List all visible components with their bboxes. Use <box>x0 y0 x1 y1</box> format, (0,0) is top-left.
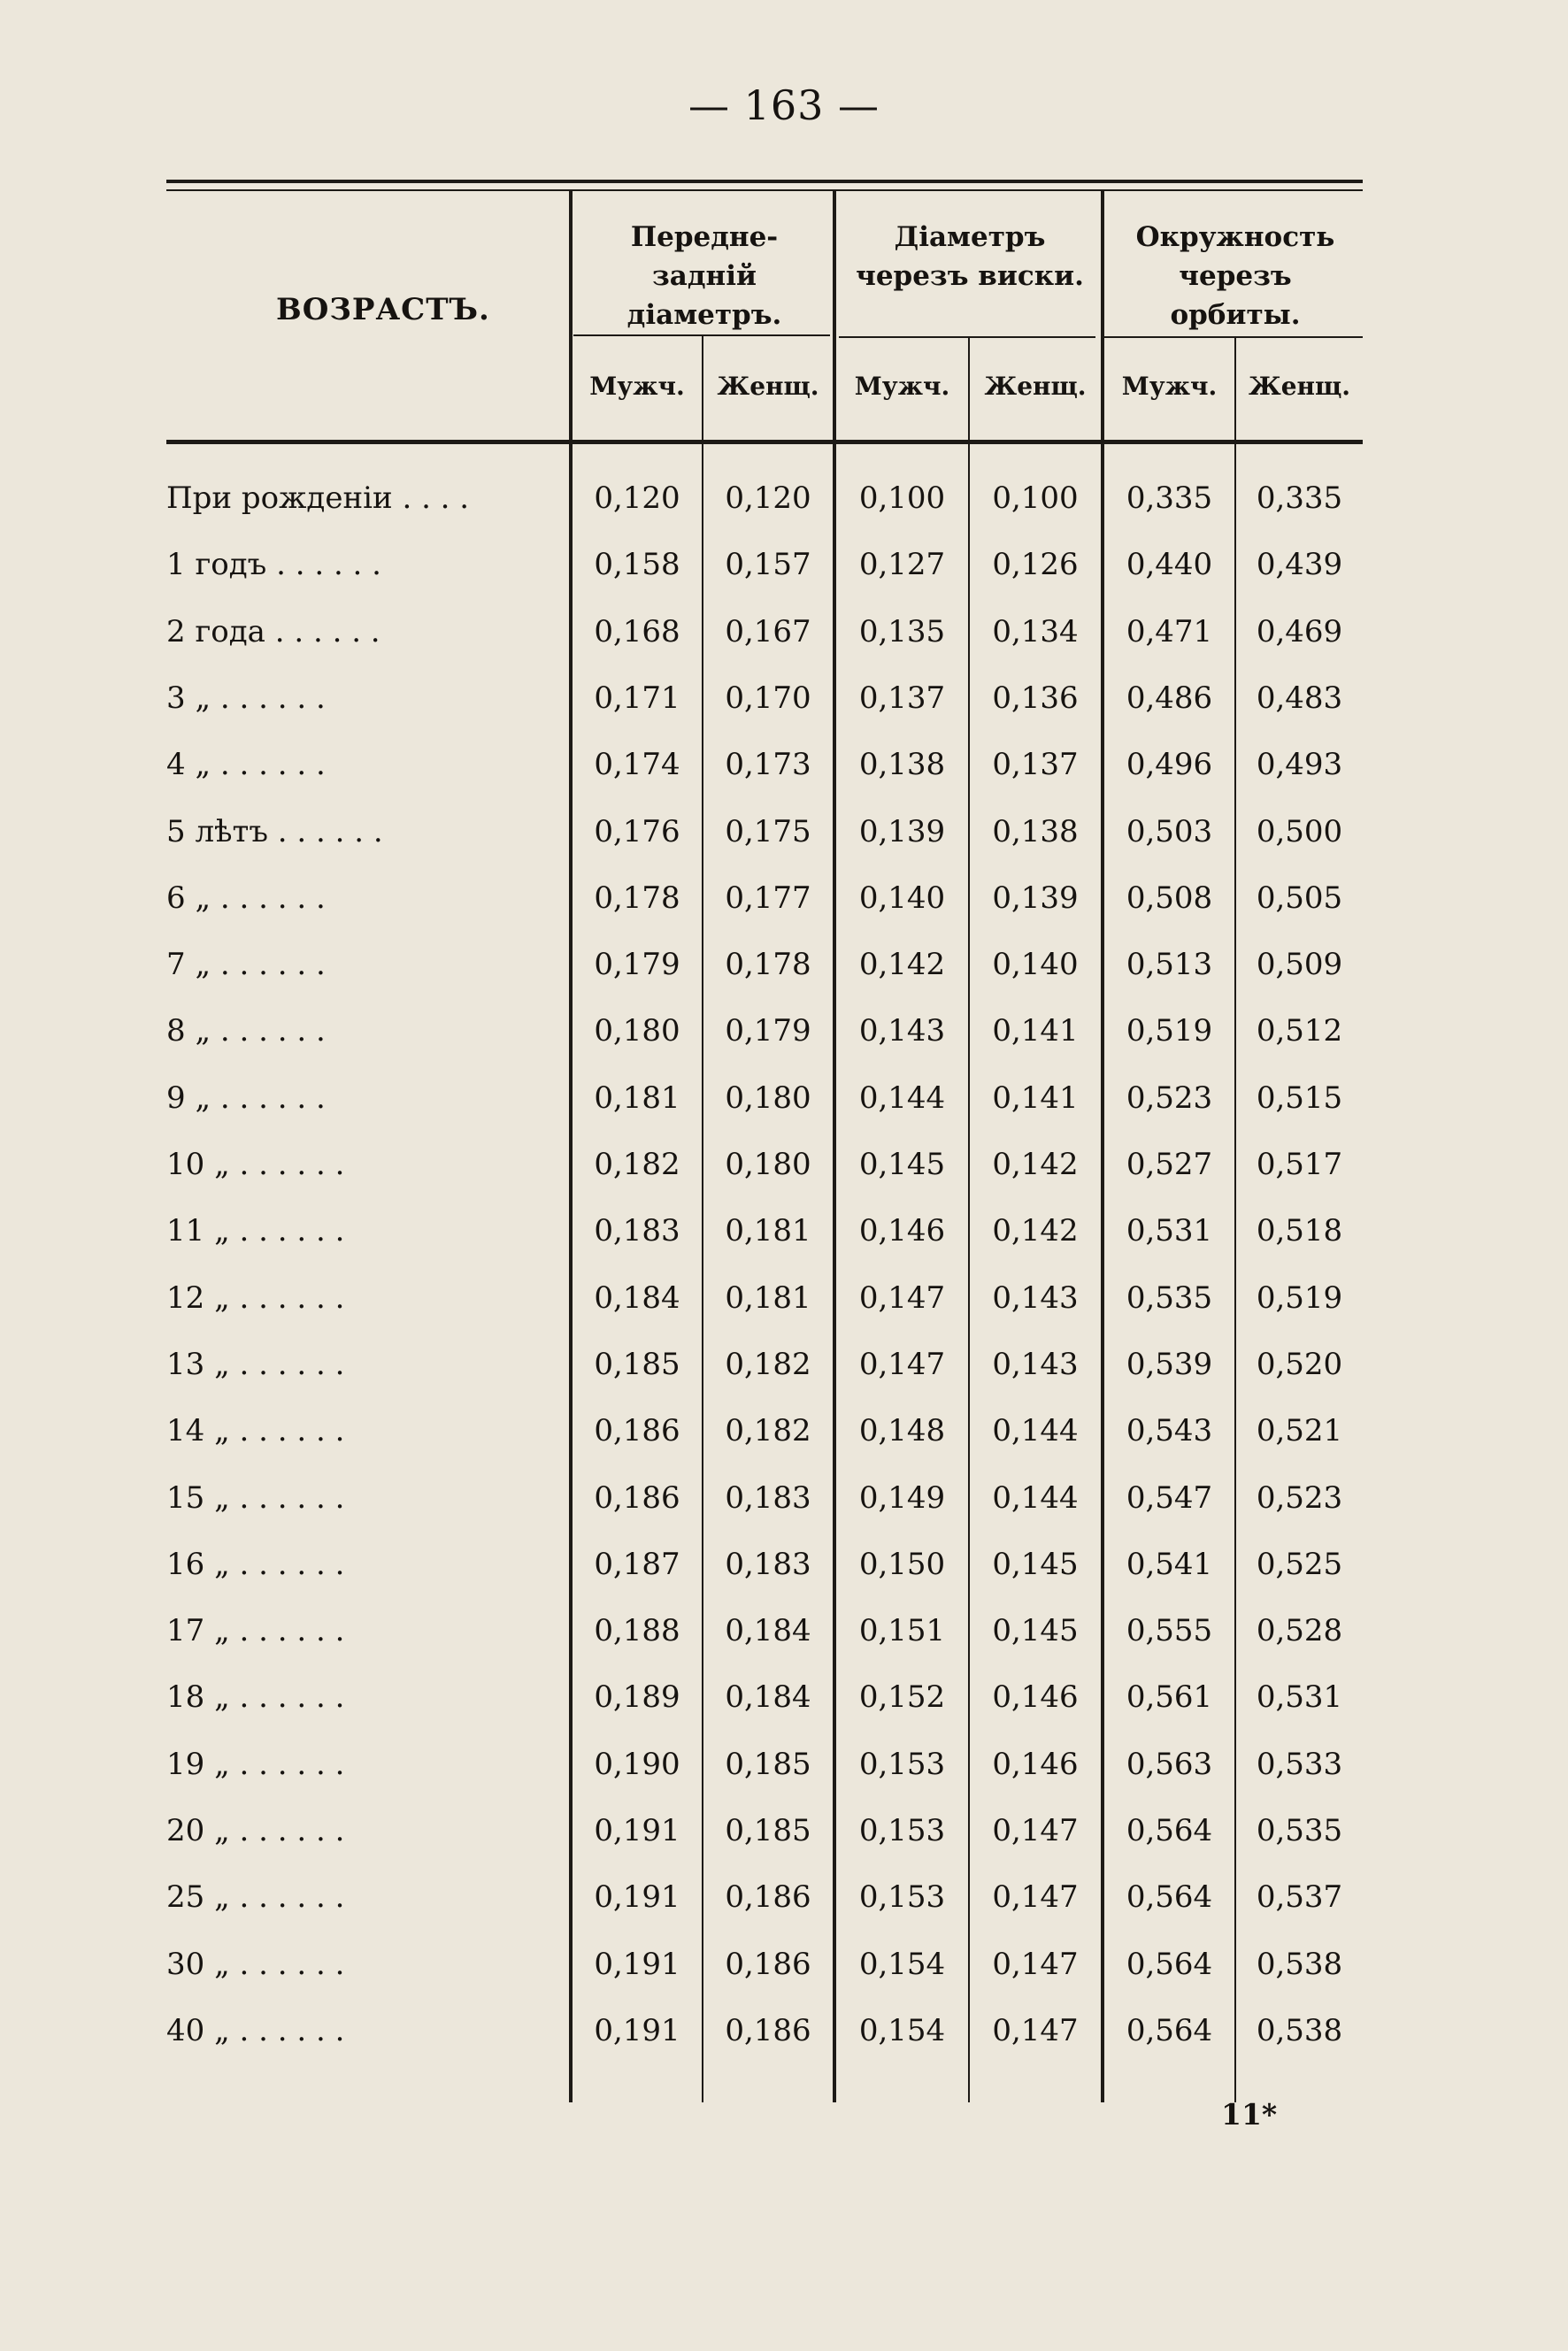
value-cell: 0,563 <box>1126 1747 1213 1782</box>
age-cell: 10 „ . . . . . . <box>166 1147 345 1182</box>
age-cell: 5 лѣтъ . . . . . . <box>166 814 383 849</box>
value-cell: 0,182 <box>725 1413 811 1448</box>
value-cell: 0,509 <box>1256 947 1343 982</box>
value-cell: 0,500 <box>1256 814 1343 849</box>
value-cell: 0,146 <box>992 1747 1079 1782</box>
value-cell: 0,142 <box>858 947 946 982</box>
age-cell: 15 „ . . . . . . <box>166 1480 345 1516</box>
value-cell: 0,186 <box>725 2013 811 2048</box>
value-cell: 0,185 <box>594 1347 680 1382</box>
age-cell: 25 „ . . . . . . <box>166 1879 345 1915</box>
value-cell: 0,174 <box>594 747 680 782</box>
value-cell: 0,135 <box>858 614 946 649</box>
value-cell: 0,528 <box>1256 1613 1343 1648</box>
age-cell: 7 „ . . . . . . <box>166 947 326 982</box>
table-row <box>0 1338 1568 1391</box>
group-header-temporal-diameter: Дiаметръ черезъ виски. <box>856 221 1084 292</box>
value-cell: 0,185 <box>725 1813 811 1848</box>
value-cell: 0,168 <box>594 614 680 649</box>
age-cell: 40 „ . . . . . . <box>166 2013 345 2048</box>
table-row <box>0 872 1568 925</box>
value-cell: 0,185 <box>725 1747 811 1782</box>
value-cell: 0,177 <box>725 880 811 916</box>
value-cell: 0,138 <box>858 747 946 782</box>
value-cell: 0,144 <box>858 1080 946 1116</box>
value-cell: 0,512 <box>1256 1013 1343 1049</box>
value-cell: 0,564 <box>1126 1947 1213 1982</box>
value-cell: 0,496 <box>1126 747 1213 782</box>
value-cell: 0,167 <box>725 614 811 649</box>
age-cell: 20 „ . . . . . . <box>166 1813 345 1848</box>
value-cell: 0,182 <box>594 1147 680 1182</box>
value-cell: 0,189 <box>594 1679 680 1715</box>
value-cell: 0,140 <box>992 947 1079 982</box>
value-cell: 0,140 <box>858 880 946 916</box>
value-cell: 0,537 <box>1256 1879 1343 1915</box>
value-cell: 0,147 <box>992 1813 1079 1848</box>
value-cell: 0,142 <box>992 1147 1079 1182</box>
value-cell: 0,471 <box>1126 614 1213 649</box>
value-cell: 0,520 <box>1256 1347 1343 1382</box>
subheader-male: Мужч. <box>1121 372 1218 401</box>
age-cell: 30 „ . . . . . . <box>166 1947 345 1982</box>
value-cell: 0,154 <box>858 1947 946 1982</box>
table-row <box>0 1938 1568 1991</box>
table-row <box>0 1004 1568 1057</box>
value-cell: 0,183 <box>725 1547 811 1582</box>
value-cell: 0,137 <box>858 680 946 716</box>
value-cell: 0,178 <box>594 880 680 916</box>
value-cell: 0,187 <box>594 1547 680 1582</box>
table-row <box>0 605 1568 658</box>
value-cell: 0,157 <box>725 547 811 582</box>
value-cell: 0,186 <box>725 1879 811 1915</box>
value-cell: 0,148 <box>858 1413 946 1448</box>
value-cell: 0,141 <box>992 1080 1079 1116</box>
value-cell: 0,170 <box>725 680 811 716</box>
value-cell: 0,147 <box>992 1947 1079 1982</box>
value-cell: 0,150 <box>858 1547 946 1582</box>
value-cell: 0,143 <box>992 1347 1079 1382</box>
value-cell: 0,176 <box>594 814 680 849</box>
top-rule-thin <box>166 189 1363 191</box>
age-cell: При рожденiи . . . . <box>166 480 470 516</box>
age-cell: 12 „ . . . . . . <box>166 1280 345 1316</box>
value-cell: 0,184 <box>725 1679 811 1715</box>
value-cell: 0,153 <box>858 1747 946 1782</box>
value-cell: 0,158 <box>594 547 680 582</box>
value-cell: 0,179 <box>594 947 680 982</box>
age-column-header: ВОЗРАСТЪ. <box>276 292 490 327</box>
value-cell: 0,541 <box>1126 1547 1213 1582</box>
value-cell: 0,180 <box>594 1013 680 1049</box>
age-cell: 1 годъ . . . . . . <box>166 547 381 582</box>
value-cell: 0,180 <box>725 1147 811 1182</box>
top-rule <box>166 180 1363 183</box>
value-cell: 0,486 <box>1126 680 1213 716</box>
value-cell: 0,564 <box>1126 1813 1213 1848</box>
table-row <box>0 805 1568 858</box>
table-row <box>0 1138 1568 1191</box>
value-cell: 0,183 <box>594 1213 680 1248</box>
value-cell: 0,191 <box>594 1947 680 1982</box>
value-cell: 0,139 <box>858 814 946 849</box>
value-cell: 0,147 <box>858 1347 946 1382</box>
table-row <box>0 1738 1568 1791</box>
value-cell: 0,439 <box>1256 547 1343 582</box>
value-cell: 0,147 <box>992 1879 1079 1915</box>
value-cell: 0,149 <box>858 1480 946 1516</box>
value-cell: 0,153 <box>858 1879 946 1915</box>
value-cell: 0,173 <box>725 747 811 782</box>
value-cell: 0,143 <box>992 1280 1079 1316</box>
value-cell: 0,523 <box>1126 1080 1213 1116</box>
value-cell: 0,519 <box>1256 1280 1343 1316</box>
value-cell: 0,145 <box>992 1613 1079 1648</box>
table-row <box>0 938 1568 991</box>
subheader-female: Женщ. <box>984 372 1087 401</box>
value-cell: 0,186 <box>594 1413 680 1448</box>
value-cell: 0,335 <box>1256 480 1343 516</box>
value-cell: 0,525 <box>1256 1547 1343 1582</box>
value-cell: 0,191 <box>594 1813 680 1848</box>
value-cell: 0,543 <box>1126 1413 1213 1448</box>
table-row <box>0 1804 1568 1857</box>
value-cell: 0,186 <box>594 1480 680 1516</box>
value-cell: 0,508 <box>1126 880 1213 916</box>
value-cell: 0,564 <box>1126 1879 1213 1915</box>
value-cell: 0,141 <box>992 1013 1079 1049</box>
value-cell: 0,144 <box>992 1480 1079 1516</box>
value-cell: 0,503 <box>1126 814 1213 849</box>
value-cell: 0,538 <box>1256 1947 1343 1982</box>
value-cell: 0,179 <box>725 1013 811 1049</box>
value-cell: 0,100 <box>992 480 1079 516</box>
group-header-ap-diameter: Передне-заднiй дiаметръ. <box>626 221 782 331</box>
value-cell: 0,151 <box>858 1613 946 1648</box>
table-row <box>0 1871 1568 1924</box>
value-cell: 0,513 <box>1126 947 1213 982</box>
value-cell: 0,515 <box>1256 1080 1343 1116</box>
value-cell: 0,531 <box>1126 1213 1213 1248</box>
value-cell: 0,186 <box>725 1947 811 1982</box>
value-cell: 0,147 <box>858 1280 946 1316</box>
value-cell: 0,127 <box>858 547 946 582</box>
table-row <box>0 1671 1568 1724</box>
value-cell: 0,518 <box>1256 1213 1343 1248</box>
table-row <box>0 1538 1568 1591</box>
table-row <box>0 672 1568 725</box>
value-cell: 0,440 <box>1126 547 1213 582</box>
group-subheader-rule <box>839 336 1095 338</box>
value-cell: 0,183 <box>725 1480 811 1516</box>
subheader-female: Женщ. <box>717 372 819 401</box>
table-row <box>0 1604 1568 1657</box>
value-cell: 0,190 <box>594 1747 680 1782</box>
value-cell: 0,191 <box>594 2013 680 2048</box>
page-number: — 163 — <box>688 81 880 129</box>
value-cell: 0,120 <box>594 480 680 516</box>
value-cell: 0,146 <box>858 1213 946 1248</box>
value-cell: 0,527 <box>1126 1147 1213 1182</box>
value-cell: 0,134 <box>992 614 1079 649</box>
value-cell: 0,519 <box>1126 1013 1213 1049</box>
value-cell: 0,188 <box>594 1613 680 1648</box>
age-cell: 18 „ . . . . . . <box>166 1679 345 1715</box>
value-cell: 0,531 <box>1256 1679 1343 1715</box>
value-cell: 0,181 <box>725 1213 811 1248</box>
value-cell: 0,483 <box>1256 680 1343 716</box>
value-cell: 0,184 <box>594 1280 680 1316</box>
value-cell: 0,178 <box>725 947 811 982</box>
age-cell: 2 года . . . . . . <box>166 614 380 649</box>
table-row <box>0 738 1568 791</box>
value-cell: 0,154 <box>858 2013 946 2048</box>
value-cell: 0,535 <box>1256 1813 1343 1848</box>
value-cell: 0,171 <box>594 680 680 716</box>
age-cell: 3 „ . . . . . . <box>166 680 326 716</box>
signature-mark: 11* <box>1221 2097 1278 2132</box>
value-cell: 0,100 <box>858 480 946 516</box>
age-cell: 9 „ . . . . . . <box>166 1080 326 1116</box>
table-row <box>0 1471 1568 1525</box>
value-cell: 0,547 <box>1126 1480 1213 1516</box>
value-cell: 0,561 <box>1126 1679 1213 1715</box>
value-cell: 0,145 <box>992 1547 1079 1582</box>
value-cell: 0,144 <box>992 1413 1079 1448</box>
table-row <box>0 2004 1568 2057</box>
value-cell: 0,505 <box>1256 880 1343 916</box>
subheader-male: Мужч. <box>854 372 950 401</box>
table-row <box>0 538 1568 591</box>
value-cell: 0,153 <box>858 1813 946 1848</box>
value-cell: 0,146 <box>992 1679 1079 1715</box>
value-cell: 0,120 <box>725 480 811 516</box>
value-cell: 0,126 <box>992 547 1079 582</box>
value-cell: 0,521 <box>1256 1413 1343 1448</box>
value-cell: 0,555 <box>1126 1613 1213 1648</box>
value-cell: 0,139 <box>992 880 1079 916</box>
value-cell: 0,181 <box>725 1280 811 1316</box>
value-cell: 0,152 <box>858 1679 946 1715</box>
age-cell: 11 „ . . . . . . <box>166 1213 345 1248</box>
value-cell: 0,181 <box>594 1080 680 1116</box>
value-cell: 0,142 <box>992 1213 1079 1248</box>
value-cell: 0,539 <box>1126 1347 1213 1382</box>
value-cell: 0,184 <box>725 1613 811 1648</box>
age-cell: 6 „ . . . . . . <box>166 880 326 916</box>
value-cell: 0,538 <box>1256 2013 1343 2048</box>
table-row <box>0 1072 1568 1125</box>
value-cell: 0,182 <box>725 1347 811 1382</box>
value-cell: 0,517 <box>1256 1147 1343 1182</box>
value-cell: 0,191 <box>594 1879 680 1915</box>
value-cell: 0,143 <box>858 1013 946 1049</box>
value-cell: 0,564 <box>1126 2013 1213 2048</box>
age-cell: 4 „ . . . . . . <box>166 747 326 782</box>
table-row <box>0 1404 1568 1457</box>
value-cell: 0,175 <box>725 814 811 849</box>
value-cell: 0,136 <box>992 680 1079 716</box>
subheader-male: Мужч. <box>589 372 685 401</box>
age-cell: 17 „ . . . . . . <box>166 1613 345 1648</box>
value-cell: 0,523 <box>1256 1480 1343 1516</box>
value-cell: 0,493 <box>1256 747 1343 782</box>
age-cell: 16 „ . . . . . . <box>166 1547 345 1582</box>
age-cell: 14 „ . . . . . . <box>166 1413 345 1448</box>
value-cell: 0,533 <box>1256 1747 1343 1782</box>
age-cell: 8 „ . . . . . . <box>166 1013 326 1049</box>
value-cell: 0,147 <box>992 2013 1079 2048</box>
value-cell: 0,145 <box>858 1147 946 1182</box>
age-cell: 19 „ . . . . . . <box>166 1747 345 1782</box>
group-header-orbital-circumference: Окружность черезъ орбиты. <box>1135 221 1335 331</box>
table-row <box>0 1272 1568 1325</box>
group-subheader-rule <box>1104 336 1363 338</box>
value-cell: 0,535 <box>1126 1280 1213 1316</box>
value-cell: 0,180 <box>725 1080 811 1116</box>
subheader-female: Женщ. <box>1248 372 1351 401</box>
value-cell: 0,138 <box>992 814 1079 849</box>
header-bottom-rule <box>166 440 1363 444</box>
value-cell: 0,137 <box>992 747 1079 782</box>
age-cell: 13 „ . . . . . . <box>166 1347 345 1382</box>
table-row <box>0 472 1568 525</box>
value-cell: 0,335 <box>1126 480 1213 516</box>
table-row <box>0 1204 1568 1257</box>
value-cell: 0,469 <box>1256 614 1343 649</box>
